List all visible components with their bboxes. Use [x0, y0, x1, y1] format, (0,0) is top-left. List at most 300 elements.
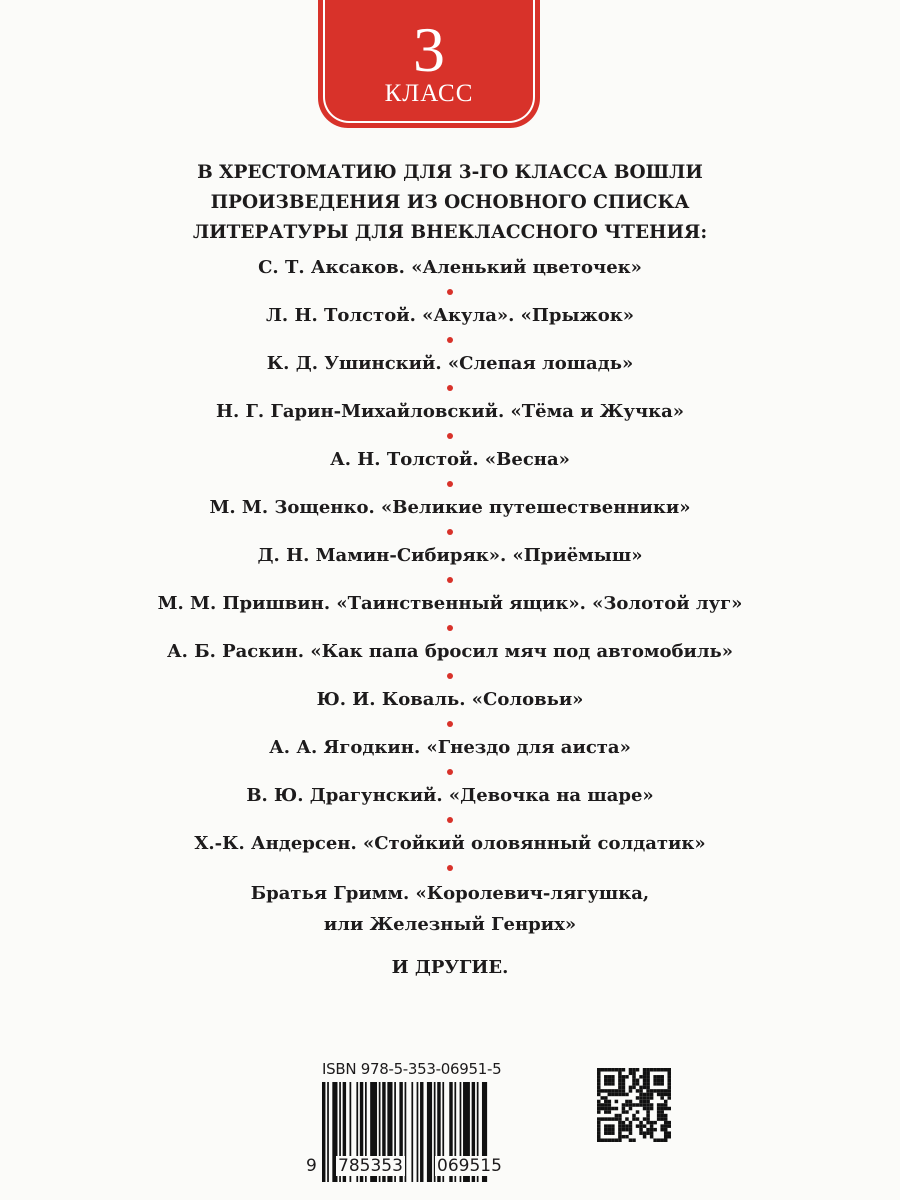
qr-module [646, 1068, 650, 1072]
qr-module [643, 1135, 647, 1139]
bullet-dot [0, 426, 900, 446]
qr-module [604, 1131, 608, 1135]
qr-module [615, 1107, 619, 1111]
qr-module [636, 1124, 640, 1128]
qr-module [636, 1096, 640, 1100]
qr-module [660, 1124, 664, 1128]
qr-module [601, 1096, 605, 1100]
qr-module [622, 1110, 626, 1114]
qr-module [643, 1103, 647, 1107]
qr-module [629, 1138, 633, 1142]
qr-module [622, 1124, 626, 1128]
qr-module [664, 1107, 668, 1111]
qr-module [601, 1107, 605, 1111]
list-item: Д. Н. Мамин-Сибиряк». «Приёмыш» [257, 545, 643, 566]
qr-module [622, 1079, 626, 1083]
qr-module [604, 1089, 608, 1093]
qr-module [664, 1124, 668, 1128]
list-item: М. М. Зощенко. «Великие путешественники» [209, 497, 691, 518]
barcode-bar [420, 1082, 423, 1182]
qr-module [643, 1068, 647, 1072]
bullet-dot [0, 282, 900, 302]
qr-module [664, 1100, 668, 1104]
qr-module [608, 1100, 612, 1104]
qr-module [597, 1100, 601, 1104]
list-item: К. Д. Ушинский. «Слепая лошадь» [266, 353, 634, 374]
bullet-dot [0, 762, 900, 782]
qr-module [646, 1086, 650, 1090]
qr-module [650, 1103, 654, 1107]
qr-module [597, 1103, 601, 1107]
qr-module [636, 1079, 640, 1083]
qr-module [632, 1117, 636, 1121]
list-item: А. А. Ягодкин. «Гнездо для аиста» [269, 737, 631, 758]
qr-module [646, 1121, 650, 1125]
qr-module [625, 1075, 629, 1079]
qr-module [632, 1114, 636, 1118]
barcode-bar [327, 1082, 329, 1182]
list-item: Х.-К. Андерсен. «Стойкий оловянный солдатик» [194, 833, 706, 854]
qr-module [604, 1068, 608, 1072]
qr-module [625, 1124, 629, 1128]
qr-module [667, 1135, 671, 1139]
qr-module [604, 1110, 608, 1114]
qr-module [646, 1117, 650, 1121]
qr-module [604, 1103, 608, 1107]
qr-module [608, 1079, 612, 1083]
qr-module [618, 1138, 622, 1142]
qr-module [629, 1100, 633, 1104]
bullet-dot [0, 858, 900, 878]
qr-module [657, 1089, 661, 1093]
qr-module [597, 1135, 601, 1139]
qr-module [639, 1096, 643, 1100]
qr-module [664, 1117, 668, 1121]
qr-module [667, 1089, 671, 1093]
qr-module [622, 1086, 626, 1090]
qr-module [632, 1079, 636, 1083]
qr-module [615, 1114, 619, 1118]
qr-module [625, 1110, 629, 1114]
qr-module [608, 1124, 612, 1128]
qr-module [622, 1107, 626, 1111]
list-item: М. М. Пришвин. «Таинственный ящик». «Золотой луг» [157, 593, 743, 614]
qr-module [650, 1096, 654, 1100]
qr-module [667, 1107, 671, 1111]
qr-module [643, 1131, 647, 1135]
qr-module [660, 1079, 664, 1083]
qr-module [618, 1079, 622, 1083]
qr-module [657, 1093, 661, 1097]
bullet-dot [0, 378, 900, 398]
qr-module [650, 1131, 654, 1135]
qr-module [639, 1131, 643, 1135]
qr-module [629, 1103, 633, 1107]
qr-module [664, 1114, 668, 1118]
list-item: Ю. И. Коваль. «Соловьи» [316, 689, 584, 710]
qr-module [597, 1089, 601, 1093]
qr-module [653, 1128, 657, 1132]
qr-module [646, 1089, 650, 1093]
heading-line: ЛИТЕРАТУРЫ ДЛЯ ВНЕКЛАССНОГО ЧТЕНИЯ: [192, 222, 708, 243]
qr-module [653, 1138, 657, 1142]
qr-module [615, 1138, 619, 1142]
qr-module [604, 1096, 608, 1100]
qr-module [629, 1128, 633, 1132]
bullet-dot [0, 714, 900, 734]
qr-module [643, 1100, 647, 1104]
qr-module [622, 1103, 626, 1107]
qr-module [664, 1138, 668, 1142]
qr-module [622, 1082, 626, 1086]
qr-module [618, 1131, 622, 1135]
qr-module [664, 1131, 668, 1135]
qr-module [660, 1089, 664, 1093]
qr-module [611, 1124, 615, 1128]
qr-module [667, 1093, 671, 1097]
qr-module [660, 1075, 664, 1079]
qr-module [657, 1082, 661, 1086]
barcode-group-left: 785353 [338, 1156, 403, 1176]
qr-module [650, 1068, 654, 1072]
qr-module [646, 1093, 650, 1097]
qr-module [643, 1072, 647, 1076]
qr-module [601, 1089, 605, 1093]
qr-module [604, 1079, 608, 1083]
qr-module [636, 1082, 640, 1086]
and-others: И ДРУГИЕ. [391, 957, 509, 978]
qr-module [657, 1117, 661, 1121]
qr-module [657, 1079, 661, 1083]
works-list [0, 254, 900, 940]
qr-module [639, 1086, 643, 1090]
barcode-bar [411, 1082, 413, 1182]
qr-module [632, 1075, 636, 1079]
bullet-dot [0, 570, 900, 590]
qr-module [632, 1072, 636, 1076]
qr-module [608, 1093, 612, 1097]
qr-module [646, 1082, 650, 1086]
qr-module [639, 1100, 643, 1104]
qr-module [646, 1100, 650, 1104]
qr-module [597, 1107, 601, 1111]
qr-module [657, 1075, 661, 1079]
qr-module [646, 1114, 650, 1118]
qr-module [660, 1068, 664, 1072]
qr-module [604, 1082, 608, 1086]
qr-module [601, 1068, 605, 1072]
qr-module [646, 1079, 650, 1083]
qr-module [643, 1093, 647, 1097]
qr-module [629, 1068, 633, 1072]
qr-module [618, 1117, 622, 1121]
list-item: А. Н. Толстой. «Весна» [330, 449, 570, 470]
qr-module [611, 1131, 615, 1135]
qr-module [650, 1093, 654, 1097]
bullet-dot [0, 810, 900, 830]
qr-module [646, 1128, 650, 1132]
list-item [0, 878, 900, 940]
qr-module [636, 1068, 640, 1072]
qr-code [592, 1068, 676, 1142]
qr-module [646, 1103, 650, 1107]
qr-module [622, 1121, 626, 1125]
qr-module [618, 1068, 622, 1072]
list-item: Н. Г. Гарин-Михайловский. «Тёма и Жучка» [215, 401, 685, 422]
qr-module [646, 1110, 650, 1114]
qr-module [667, 1086, 671, 1090]
qr-module [604, 1128, 608, 1132]
qr-module [636, 1089, 640, 1093]
qr-module [622, 1075, 626, 1079]
qr-module [618, 1135, 622, 1139]
qr-module [629, 1124, 633, 1128]
qr-module [629, 1086, 633, 1090]
qr-module [615, 1093, 619, 1097]
qr-module [643, 1086, 647, 1090]
qr-module [601, 1138, 605, 1142]
qr-module [653, 1068, 657, 1072]
qr-module [632, 1103, 636, 1107]
qr-module [622, 1135, 626, 1139]
qr-module [604, 1100, 608, 1104]
qr-module [660, 1107, 664, 1111]
qr-module [657, 1110, 661, 1114]
qr-module [625, 1117, 629, 1121]
qr-module [667, 1079, 671, 1083]
qr-module [667, 1121, 671, 1125]
bullet-dot [0, 330, 900, 350]
qr-module [629, 1131, 633, 1135]
qr-module [604, 1124, 608, 1128]
qr-module [618, 1093, 622, 1097]
qr-module [660, 1128, 664, 1132]
qr-module [646, 1107, 650, 1111]
qr-module [608, 1110, 612, 1114]
qr-module [618, 1114, 622, 1118]
qr-module [657, 1068, 661, 1072]
heading-line: ПРОИЗВЕДЕНИЯ ИЗ ОСНОВНОГО СПИСКА [210, 192, 690, 213]
intro-heading [0, 158, 900, 248]
qr-module [625, 1100, 629, 1104]
qr-module [643, 1075, 647, 1079]
qr-module [660, 1093, 664, 1097]
qr-module [618, 1089, 622, 1093]
qr-module [608, 1082, 612, 1086]
qr-module [611, 1079, 615, 1083]
qr-module [639, 1121, 643, 1125]
qr-module [650, 1128, 654, 1132]
qr-module [597, 1110, 601, 1114]
qr-module [597, 1138, 601, 1142]
barcode-bar [322, 1082, 325, 1182]
qr-module [636, 1110, 640, 1114]
heading-line: В ХРЕСТОМАТИЮ ДЛЯ 3-ГО КЛАССА ВОШЛИ [197, 162, 703, 183]
qr-module [608, 1128, 612, 1132]
qr-module [611, 1138, 615, 1142]
bullet-dot [0, 474, 900, 494]
qr-module [618, 1082, 622, 1086]
qr-module [611, 1089, 615, 1093]
qr-module [625, 1103, 629, 1107]
qr-module [650, 1089, 654, 1093]
qr-module [646, 1131, 650, 1135]
qr-module [664, 1068, 668, 1072]
qr-module [653, 1075, 657, 1079]
qr-module [597, 1117, 601, 1121]
qr-module [629, 1072, 633, 1076]
qr-module [639, 1075, 643, 1079]
qr-module [597, 1121, 601, 1125]
qr-module [608, 1117, 612, 1121]
qr-module [650, 1124, 654, 1128]
qr-module [636, 1103, 640, 1107]
qr-module [618, 1086, 622, 1090]
qr-module [660, 1096, 664, 1100]
qr-module [667, 1075, 671, 1079]
qr-module [608, 1089, 612, 1093]
qr-module [629, 1121, 633, 1125]
qr-module [646, 1072, 650, 1076]
qr-module [597, 1093, 601, 1097]
qr-module [632, 1138, 636, 1142]
qr-module [611, 1128, 615, 1132]
qr-module [653, 1089, 657, 1093]
isbn-label: ISBN 978-5-353-06951-5 [322, 1060, 502, 1078]
qr-module [625, 1128, 629, 1132]
qr-module [604, 1117, 608, 1121]
qr-module [597, 1082, 601, 1086]
qr-module [646, 1096, 650, 1100]
qr-module [629, 1089, 633, 1093]
grade-badge [318, 0, 540, 128]
qr-module [629, 1107, 633, 1111]
qr-module [597, 1079, 601, 1083]
bullet-dot [0, 522, 900, 542]
barcode-bar [417, 1082, 419, 1182]
qr-module [618, 1072, 622, 1076]
qr-module [597, 1128, 601, 1132]
qr-module [597, 1086, 601, 1090]
qr-module [618, 1124, 622, 1128]
list-item-line: Братья Гримм. «Королевич-лягушка, [250, 883, 650, 904]
qr-module [667, 1072, 671, 1076]
qr-module [611, 1117, 615, 1121]
list-item: А. Б. Раскин. «Как папа бросил мяч под автомобиль» [167, 641, 733, 662]
barcode-bar [427, 1082, 432, 1182]
qr-module [653, 1082, 657, 1086]
qr-module [604, 1075, 608, 1079]
qr-module [643, 1107, 647, 1111]
qr-module [657, 1103, 661, 1107]
qr-module [660, 1138, 664, 1142]
qr-module [643, 1117, 647, 1121]
qr-module [664, 1121, 668, 1125]
qr-module [615, 1068, 619, 1072]
qr-module [625, 1135, 629, 1139]
qr-module [611, 1082, 615, 1086]
qr-module [618, 1121, 622, 1125]
qr-module [636, 1117, 640, 1121]
qr-module [664, 1093, 668, 1097]
qr-module [664, 1128, 668, 1132]
qr-module [597, 1131, 601, 1135]
qr-module [667, 1131, 671, 1135]
qr-module [615, 1100, 619, 1104]
qr-module [608, 1075, 612, 1079]
qr-module [597, 1072, 601, 1076]
qr-module [660, 1114, 664, 1118]
bullet-dot [0, 618, 900, 638]
list-item: Л. Н. Толстой. «Акула». «Прыжок» [266, 305, 634, 326]
qr-module [601, 1103, 605, 1107]
qr-module [657, 1107, 661, 1111]
qr-module [657, 1138, 661, 1142]
qr-module [639, 1124, 643, 1128]
qr-module [618, 1075, 622, 1079]
qr-module [597, 1075, 601, 1079]
qr-module [622, 1068, 626, 1072]
barcode-group-right: 069515 [437, 1156, 502, 1176]
qr-module [611, 1107, 615, 1111]
qr-module [622, 1128, 626, 1132]
bullet-dot [0, 666, 900, 686]
qr-module [608, 1131, 612, 1135]
qr-module [664, 1089, 668, 1093]
qr-module [604, 1107, 608, 1111]
qr-module [660, 1082, 664, 1086]
qr-module [611, 1093, 615, 1097]
qr-module [608, 1107, 612, 1111]
qr-module [667, 1068, 671, 1072]
qr-module [597, 1068, 601, 1072]
qr-module [639, 1093, 643, 1097]
list-item: В. Ю. Драгунский. «Девочка на шаре» [246, 785, 654, 806]
qr-module [608, 1103, 612, 1107]
qr-module [622, 1093, 626, 1097]
qr-module [653, 1079, 657, 1083]
qr-module [643, 1079, 647, 1083]
list-item: С. Т. Аксаков. «Аленький цветочек» [258, 257, 642, 278]
qr-module [615, 1089, 619, 1093]
grade-number: 3 [413, 14, 445, 85]
qr-module [657, 1114, 661, 1118]
qr-module [639, 1089, 643, 1093]
qr-module [667, 1124, 671, 1128]
qr-module [650, 1107, 654, 1111]
qr-module [597, 1124, 601, 1128]
qr-module [611, 1068, 615, 1072]
qr-module [664, 1135, 668, 1139]
qr-module [615, 1117, 619, 1121]
qr-module [664, 1103, 668, 1107]
qr-module [618, 1128, 622, 1132]
qr-module [643, 1096, 647, 1100]
list-item-line: или Железный Генрих» [323, 914, 577, 935]
qr-module [660, 1110, 664, 1114]
qr-module [643, 1124, 647, 1128]
qr-module [660, 1103, 664, 1107]
qr-module [650, 1135, 654, 1139]
barcode-digit-first: 9 [306, 1156, 317, 1176]
qr-module [650, 1121, 654, 1125]
qr-module [667, 1096, 671, 1100]
qr-module [622, 1089, 626, 1093]
grade-word: КЛАСС [384, 80, 474, 107]
qr-module [643, 1082, 647, 1086]
qr-module [608, 1068, 612, 1072]
qr-module [608, 1138, 612, 1142]
